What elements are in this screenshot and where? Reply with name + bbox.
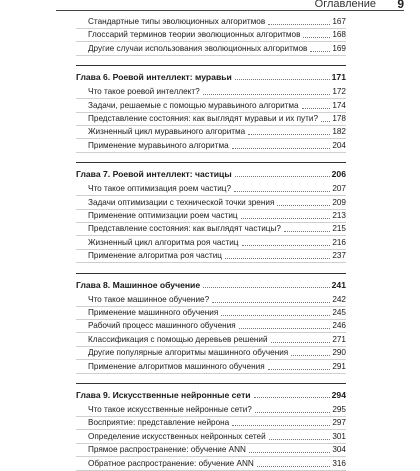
entry-separator bbox=[76, 373, 346, 374]
toc-entry-page: 304 bbox=[332, 445, 346, 455]
toc-entry-title: Представление состояния: как выглядят муравьи и их пути? bbox=[88, 114, 319, 123]
running-header-title: Оглавление bbox=[314, 0, 376, 10]
toc-section-entry[interactable] bbox=[88, 361, 346, 372]
toc-dot-leader bbox=[203, 93, 331, 95]
toc-entry-title: Что такое роевой интеллект? bbox=[88, 87, 200, 97]
toc-chapter-entry[interactable] bbox=[76, 389, 346, 400]
entry-separator bbox=[76, 262, 346, 263]
toc-section-entry[interactable] bbox=[88, 444, 346, 455]
toc-entry-title: Применение оптимизации роем частиц bbox=[88, 211, 238, 220]
toc-dot-leader bbox=[249, 451, 330, 453]
toc-entry-title: Что такое машинное обучение? bbox=[88, 294, 210, 304]
toc-entry-page: 294 bbox=[331, 390, 346, 400]
toc-dot-leader bbox=[254, 396, 330, 398]
toc-entry-page: 295 bbox=[332, 405, 346, 414]
toc-entry-page: 171 bbox=[331, 72, 346, 83]
toc-section-entry[interactable] bbox=[88, 223, 346, 234]
toc-dot-leader bbox=[257, 465, 331, 467]
toc-entry-page: 204 bbox=[332, 140, 346, 150]
page-number: 9 bbox=[397, 0, 404, 11]
toc-section-entry[interactable] bbox=[88, 307, 346, 318]
toc-section-entry[interactable] bbox=[88, 347, 346, 358]
toc-entry-page: 241 bbox=[331, 279, 346, 290]
toc-entry-page: 213 bbox=[332, 211, 346, 220]
toc-section-entry[interactable] bbox=[88, 404, 346, 415]
toc-section-entry[interactable] bbox=[88, 210, 346, 221]
toc-entry-page: 174 bbox=[332, 100, 346, 110]
toc-entry-title: Глава 6. Роевой интеллект: муравьи bbox=[76, 72, 232, 83]
toc-dot-leader bbox=[203, 286, 330, 288]
toc-entry-page: 207 bbox=[332, 184, 346, 194]
toc-entry-title: Представление состояния: как выглядят частицы? bbox=[88, 224, 281, 234]
toc-entry-title: Применение муравьиного алгоритма bbox=[88, 140, 229, 150]
toc-entry-title: Обратное распространение: обучение ANN bbox=[88, 458, 254, 468]
toc-entry-title: Восприятие: представление нейрона bbox=[88, 418, 230, 428]
entry-separator bbox=[76, 55, 346, 56]
toc-section-entry[interactable] bbox=[88, 43, 346, 54]
toc-entry-page: 182 bbox=[332, 127, 346, 137]
toc-dot-leader bbox=[232, 424, 330, 426]
toc-entry-page: 291 bbox=[332, 361, 346, 371]
chapter-rule bbox=[76, 162, 346, 163]
toc-section-entry[interactable] bbox=[88, 458, 346, 469]
toc-dot-leader bbox=[225, 257, 330, 259]
toc-dot-leader bbox=[310, 50, 330, 52]
toc-dot-leader bbox=[303, 36, 330, 38]
toc-chapter-entry[interactable] bbox=[76, 168, 346, 179]
toc-entry-page: 245 bbox=[332, 308, 346, 317]
chapter-rule bbox=[76, 383, 346, 384]
toc-dot-leader bbox=[255, 411, 331, 413]
toc-entry-title: Другие популярные алгоритмы машинного обучения bbox=[88, 348, 289, 358]
toc-entry-title: Применение алгоритма роя частиц bbox=[88, 251, 222, 261]
toc-entry-title: Глоссарий терминов теории эволюционных алгоритмов bbox=[88, 30, 301, 40]
toc-dot-leader bbox=[271, 341, 331, 343]
toc-section-entry[interactable] bbox=[88, 113, 346, 124]
toc-entry-page: 169 bbox=[332, 43, 346, 53]
toc-dot-leader bbox=[232, 147, 331, 149]
toc-entry-page: 206 bbox=[331, 169, 346, 180]
toc-section-entry[interactable] bbox=[88, 100, 346, 111]
toc-section-entry[interactable] bbox=[88, 86, 346, 97]
toc-section-entry[interactable] bbox=[88, 16, 346, 27]
toc-dot-leader bbox=[234, 190, 330, 192]
toc-dot-leader bbox=[248, 133, 330, 135]
toc-entry-page: 242 bbox=[332, 294, 346, 304]
toc-section-entry[interactable] bbox=[88, 140, 346, 151]
toc-entry-title: Классификация с помощью деревьев решений bbox=[88, 334, 268, 344]
toc-entry-title: Стандартные типы эволюционных алгоритмов bbox=[88, 17, 266, 26]
toc-section-entry[interactable] bbox=[88, 417, 346, 428]
toc-entry-page: 209 bbox=[332, 197, 346, 207]
toc-entry-page: 290 bbox=[332, 348, 346, 358]
entry-separator bbox=[76, 152, 346, 153]
toc-entry-page: 316 bbox=[332, 458, 346, 468]
entry-separator bbox=[76, 470, 346, 471]
toc-section-entry[interactable] bbox=[88, 250, 346, 261]
toc-entry-page: 172 bbox=[332, 87, 346, 97]
toc-entry-title: Другие случаи использования эволюционных алгоритмов bbox=[88, 43, 308, 53]
toc-dot-leader bbox=[302, 107, 331, 109]
toc-entry-title: Что такое искусственные нейронные сети? bbox=[88, 405, 252, 414]
toc-section-entry[interactable] bbox=[88, 183, 346, 194]
toc-entry-page: 301 bbox=[332, 431, 346, 441]
toc-entry-title: Что такое оптимизация роем частиц? bbox=[88, 184, 232, 194]
toc-entry-title: Задачи оптимизации с технической точки зрения bbox=[88, 197, 275, 207]
chapter-rule bbox=[76, 273, 346, 274]
toc-section-entry[interactable] bbox=[88, 237, 346, 248]
toc-entry-title: Жизненный цикл алгоритма роя частиц bbox=[88, 237, 239, 247]
toc-section-entry[interactable] bbox=[88, 197, 346, 208]
toc-dot-leader bbox=[242, 244, 331, 246]
toc-chapter-entry[interactable] bbox=[76, 279, 346, 290]
toc-entry-title: Задачи, решаемые с помощью муравьиного алгоритма bbox=[88, 100, 299, 110]
header-rule bbox=[56, 10, 404, 11]
toc-entry-title: Применение машинного обучения bbox=[88, 308, 219, 317]
toc-entry-title: Глава 8. Машинное обучение bbox=[76, 279, 201, 290]
toc-entry-page: 246 bbox=[332, 321, 346, 331]
toc-entry-page: 168 bbox=[332, 30, 346, 40]
toc-section-entry[interactable] bbox=[88, 334, 346, 345]
toc-entry-page: 297 bbox=[332, 418, 346, 428]
toc-entry-page: 167 bbox=[332, 17, 346, 26]
toc-entry-page: 271 bbox=[332, 334, 346, 344]
toc-section-entry[interactable] bbox=[88, 431, 346, 442]
toc-dot-leader bbox=[321, 120, 330, 122]
toc-entry-title: Жизненный цикл муравьиного алгоритма bbox=[88, 127, 246, 137]
toc-dot-leader bbox=[291, 354, 330, 356]
toc-entry-title: Глава 7. Роевой интеллект: частицы bbox=[76, 169, 232, 180]
toc-dot-leader bbox=[241, 217, 331, 219]
toc-dot-leader bbox=[277, 204, 330, 206]
toc-dot-leader bbox=[284, 230, 330, 232]
toc-chapter-entry[interactable] bbox=[76, 71, 346, 82]
toc-dot-leader bbox=[212, 301, 330, 303]
toc-entry-title: Применение алгоритмов машинного обучения bbox=[88, 361, 265, 371]
toc-entry-title: Глава 9. Искусственные нейронные сети bbox=[76, 390, 251, 400]
toc-section-entry[interactable] bbox=[88, 294, 346, 305]
toc-dot-leader bbox=[221, 314, 330, 316]
toc-dot-leader bbox=[268, 23, 330, 25]
page-header bbox=[0, 0, 420, 12]
toc-dot-leader bbox=[268, 368, 331, 370]
toc-entry-title: Прямое распространение: обучение ANN bbox=[88, 445, 246, 455]
toc-section-entry[interactable] bbox=[88, 29, 346, 40]
toc-entry-page: 216 bbox=[332, 237, 346, 247]
toc-dot-leader bbox=[235, 175, 330, 177]
toc-entry-page: 215 bbox=[332, 224, 346, 234]
chapter-rule bbox=[76, 65, 346, 66]
toc-entry-page: 237 bbox=[332, 251, 346, 261]
toc-dot-leader bbox=[269, 438, 331, 440]
toc-section-entry[interactable] bbox=[88, 320, 346, 331]
toc-entry-page: 178 bbox=[332, 114, 346, 123]
toc-dot-leader bbox=[235, 78, 330, 80]
toc-section-entry[interactable] bbox=[88, 126, 346, 137]
toc-entry-title: Рабочий процесс машинного обучения bbox=[88, 321, 236, 331]
toc-entry-title: Определение искусственных нейронных сетей bbox=[88, 431, 266, 441]
toc-dot-leader bbox=[239, 327, 331, 329]
